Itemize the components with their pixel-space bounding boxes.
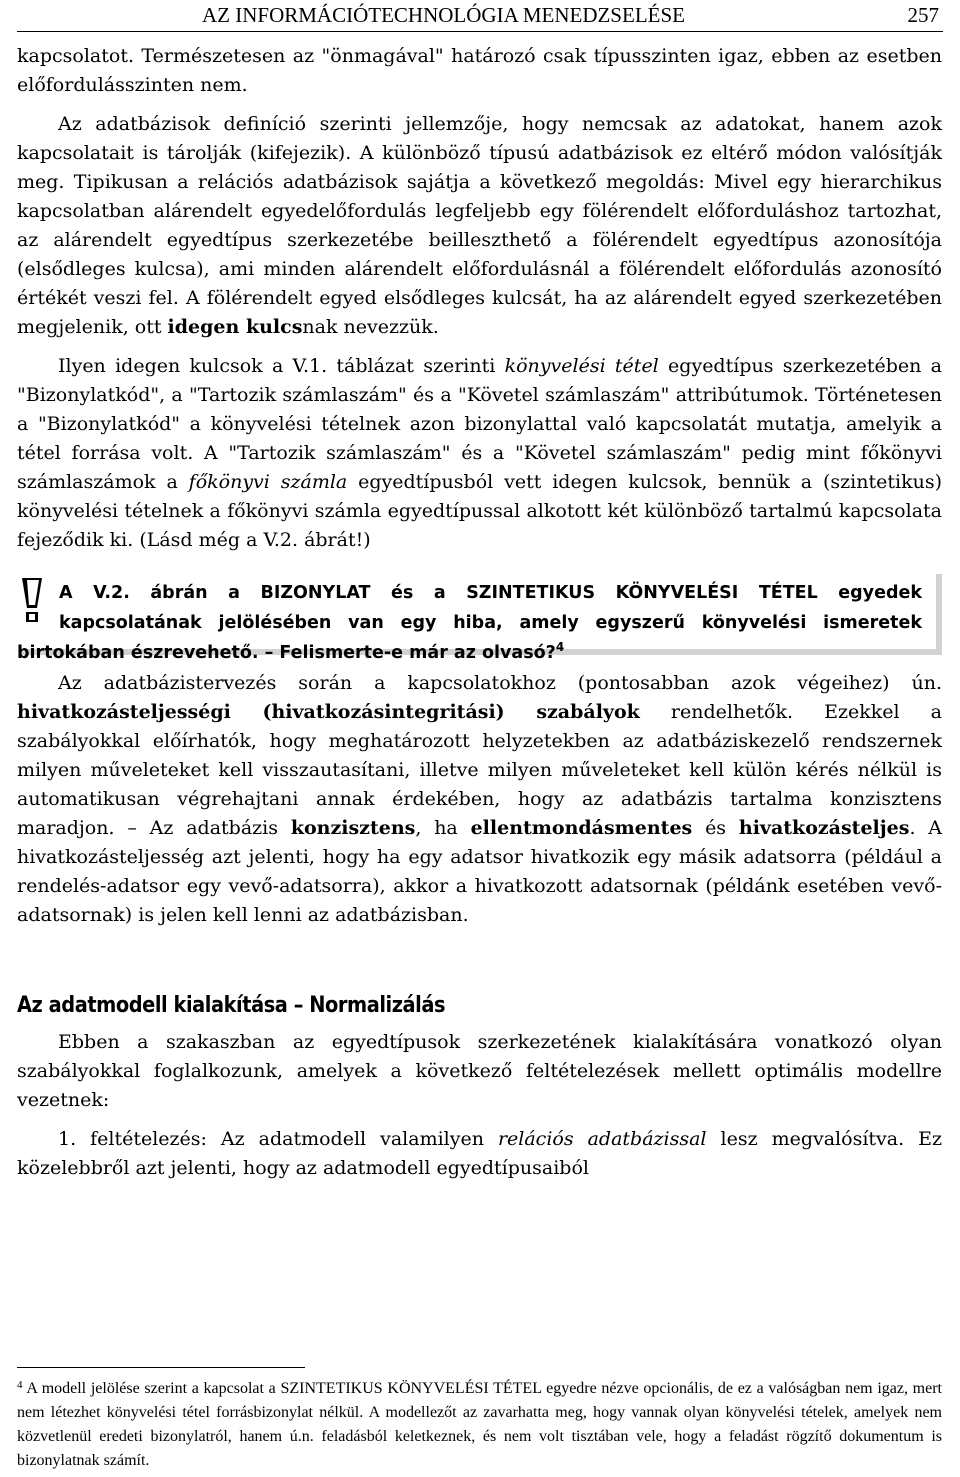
page-number: 257 — [907, 3, 939, 27]
paragraph-section-intro: Ebben a szakaszban az egyedtípusok szerkezetének kialakítására vonatkozó olyan szabályokkal foglalkozunk, amelyek a következő feltételezések mellett optimális modellre vezetnek: — [17, 1031, 942, 1111]
paragraph-assumption-1: 1. feltételezés: Az adatmodell valamilyen relációs adatbázissal lesz megvalósítva. Ez közelebbről azt jelenti, hogy az adatmodell egyedtípusaiból — [17, 1128, 942, 1179]
page-body — [17, 42, 942, 1183]
term-foreign-key: idegen kulcs — [167, 316, 303, 338]
warning-callout — [17, 574, 942, 663]
paragraph-continuation: kapcsolatot. Természetesen az "önmagával" határozó csak típusszinten igaz, ebben az esetben előfordulásszinten nem. — [17, 45, 942, 96]
footnote-number: 4 — [17, 1379, 23, 1391]
footnote-separator — [17, 1367, 305, 1368]
callout-text: A V.2. ábrán a BIZONYLAT és a SZINTETIKUS KÖNYVELÉSI TÉTEL egyedek kapcsolatának jelölésében van egy hiba, amely egyszerű könyvelési ismeretek birtokában észrevehető. – Felismerte-e már az olvasó?$^4$ — [17, 583, 922, 663]
section-title: Az adatmodell kialakítása – Normalizálás — [17, 993, 446, 1018]
footnote-ref[interactable]: 4 — [555, 640, 565, 654]
running-title: AZ INFORMÁCIÓTECHNOLÓGIA MENEDZSELÉSE — [202, 3, 685, 27]
paragraph-database-relations: Az adatbázisok definíció szerinti jellemzője, hogy nemcsak az adatokat, hanem azok kapcsolatait is tárolják (kifejezik). A különböző típusú adatbázisok ez eltérő módon valósítják meg. Tipikusan a relációs adatbázisok sajátja a következő megoldás: Mivel egy hierarchikus kapcsolatban alárendelt egyedelőfordulás legfeljebb egy fölérendelt előforduláshoz tartozhat, az alárendelt egyedtípus szerkezetébe beilleszthető a fölérendelt egyedtípus azonosítója (elsődleges kulcsa), ami minden alárendelt előfordulásnál a fölérendelt előfordulás azonosító értékét veszi fel. A fölérendelt egyed elsődleges kulcsát, ha az alárendelt egyed szerkezetében megjelenik, ott idegen kulcsnak nevezzük. — [17, 113, 942, 338]
page-header — [17, 0, 943, 32]
footnote: $^4$ A modell jelölése szerint a kapcsolat a SZINTETIKUS KÖNYVELÉSI TÉTEL egyedre nézve opcionális, de ez a valóságban nem igaz, mert nem létezhet könyvelési tétel forrásbizonylat nélkül. A modellezőt az zavarhatta meg, hogy vannak olyan könyvelési tételek, amelyek nem közvetlenül eredeti bizonylatról, hanem ú.n. feladásból keletkeznek, és nem volt tisztában vele, hogy a feladást rögzítő dokumentum is bizonylatnak számít. — [17, 1379, 942, 1469]
paragraph-referential-integrity: Az adatbázistervezés során a kapcsolatokhoz (pontosabban azok végeihez) ún. hivatkozásteljességi (hivatkozásintegritási) szabályok rendelhetők. Ezekkel a szabályokkal előírhatók, hogy meghatározott helyzetekben az adatbáziskezelő rendszernek milyen műveleteket kell visszautasítani, illetve milyen műveleteket kell külön kérés nélkül is automatikusan végrehajtani annak érdekében, hogy az adatbázis tartalma konzisztens maradjon. – Az adatbázis konzisztens, ha ellentmondásmentes és hivatkozásteljes. A hivatkozásteljesség azt jelenti, hogy ha egy adatsor hivatkozik egy másik adatsorra (például a rendelés-adatsor egy vevő-adatsorra), akkor a hivatkozott adatsornak (példánk esetében vevő-adatsornak) is jelen kell lenni az adatbázisban. — [17, 672, 943, 926]
paragraph-foreign-key-example: Ilyen idegen kulcsok a V.1. táblázat szerinti könyvelési tétel egyedtípus szerkezetében a "Bizonylatkód", a "Tartozik számlaszám" és a "Követel számlaszám" attribútumok. Történetesen a "Bizonylatkód" a könyvelési tételnek azon bizonylattal való kapcsolatát mutatja, amelyik a tétel forrása volt. A "Tartozik számlaszám" és a "Követel számlaszám" pedig mint főkönyvi számlaszámok a főkönyvi számla egyedtípusból vett idegen kulcsok, bennük a (szintetikus) könyvelési tételnek a főkönyvi számla egyedtípussal alkotott két különböző tartalmú kapcsolata fejeződik ki. (Lásd még a V.2. ábrát!) — [17, 355, 942, 551]
